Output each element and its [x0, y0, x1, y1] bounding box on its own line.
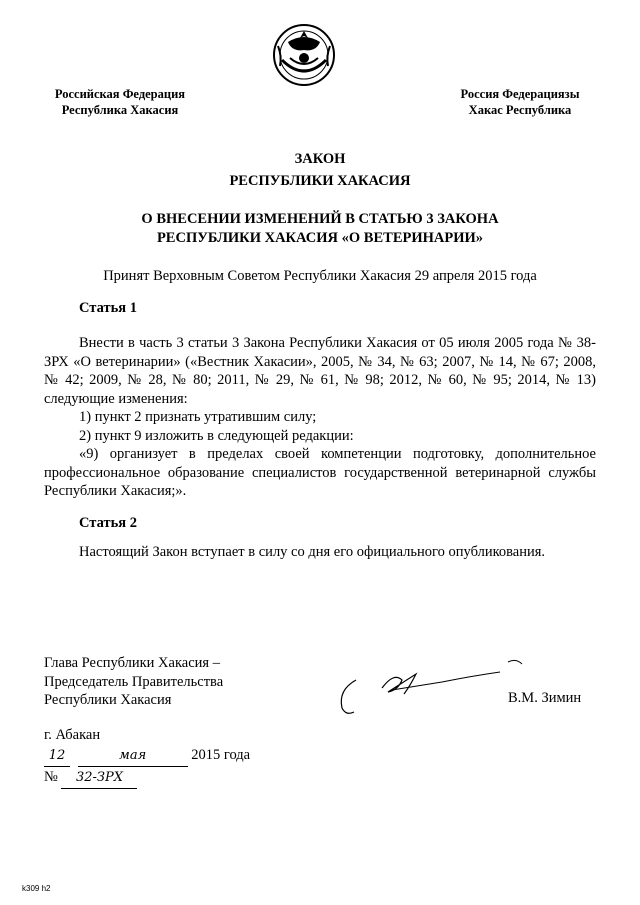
- signer-name: В.М. Зимин: [508, 690, 582, 706]
- law-title-line1: ЗАКОН: [294, 151, 346, 167]
- adoption-note: Принят Верховным Советом Республики Хакасия 29 апреля 2015 года: [103, 268, 537, 284]
- header-right-line1: Россия Федерациязы: [460, 87, 580, 101]
- place-and-date: [44, 725, 250, 789]
- article-1-item-1: 1) пункт 2 признать утратившим силу;: [79, 409, 317, 425]
- date-day: 12: [44, 746, 70, 767]
- date-month: мая: [78, 746, 188, 767]
- article-2-text: Настоящий Закон вступает в силу со дня его официального опубликования.: [79, 544, 546, 560]
- law-title-line2: РЕСПУБЛИКИ ХАКАСИЯ: [229, 173, 411, 189]
- law-subtitle-line2: РЕСПУБЛИКИ ХАКАСИЯ «О ВЕТЕРИНАРИИ»: [156, 230, 484, 246]
- header-left: [40, 86, 200, 118]
- coat-of-arms-icon: [268, 22, 340, 88]
- law-number: 32-ЗРХ: [61, 768, 137, 789]
- document-code: k309 h2: [22, 884, 51, 893]
- header-left-line1: Российская Федерация: [54, 87, 186, 101]
- law-title: [0, 148, 640, 192]
- signer-position-line1: Глава Республики Хакасия –: [44, 655, 220, 671]
- date-year: 2015 года: [191, 747, 251, 763]
- city: г. Абакан: [44, 727, 101, 743]
- handwritten-signature: [332, 650, 532, 720]
- header-left-line2: Республика Хакасия: [61, 103, 179, 117]
- law-subtitle: [0, 210, 640, 248]
- article-1-item-2: 2) пункт 9 изложить в следующей редакции:: [79, 427, 354, 444]
- law-number-prefix: №: [44, 769, 58, 785]
- article-1-quote: «9) организует в пределах своей компетенции подготовку, дополнительное профессиональное образование специалистов государственной ветеринарной службы Республики Хакасия;».: [44, 446, 596, 499]
- article-1-body: [44, 334, 596, 501]
- date-line: [44, 745, 250, 767]
- law-number-line: [44, 767, 250, 789]
- signer-position-line3: Республики Хакасия: [44, 692, 172, 708]
- article-2-body: [44, 543, 596, 562]
- signer-position-line2: Председатель Правительства: [44, 673, 224, 690]
- signer-position: [44, 654, 223, 710]
- article-1-heading: Статья 1: [79, 300, 137, 316]
- header-right-line2: Хакас Республика: [468, 103, 572, 117]
- article-1-intro: Внести в часть 3 статьи 3 Закона Республики Хакасия от 05 июля 2005 года № 38-ЗРХ «О ветеринарии» («Вестник Хакасии», 2005, № 34, № 63; 2007, № 14, № 67; 2008, № 42; 2009, № 28, № 80; 2011, № 29, № 61, № 98; 2012, № 60, № 95; 2014, № 13) следующие изменения:: [44, 335, 596, 407]
- law-subtitle-line1: О ВНЕСЕНИИ ИЗМЕНЕНИЙ В СТАТЬЮ 3 ЗАКОНА: [141, 211, 499, 227]
- article-2-heading: Статья 2: [79, 515, 137, 531]
- header-right: [440, 86, 600, 118]
